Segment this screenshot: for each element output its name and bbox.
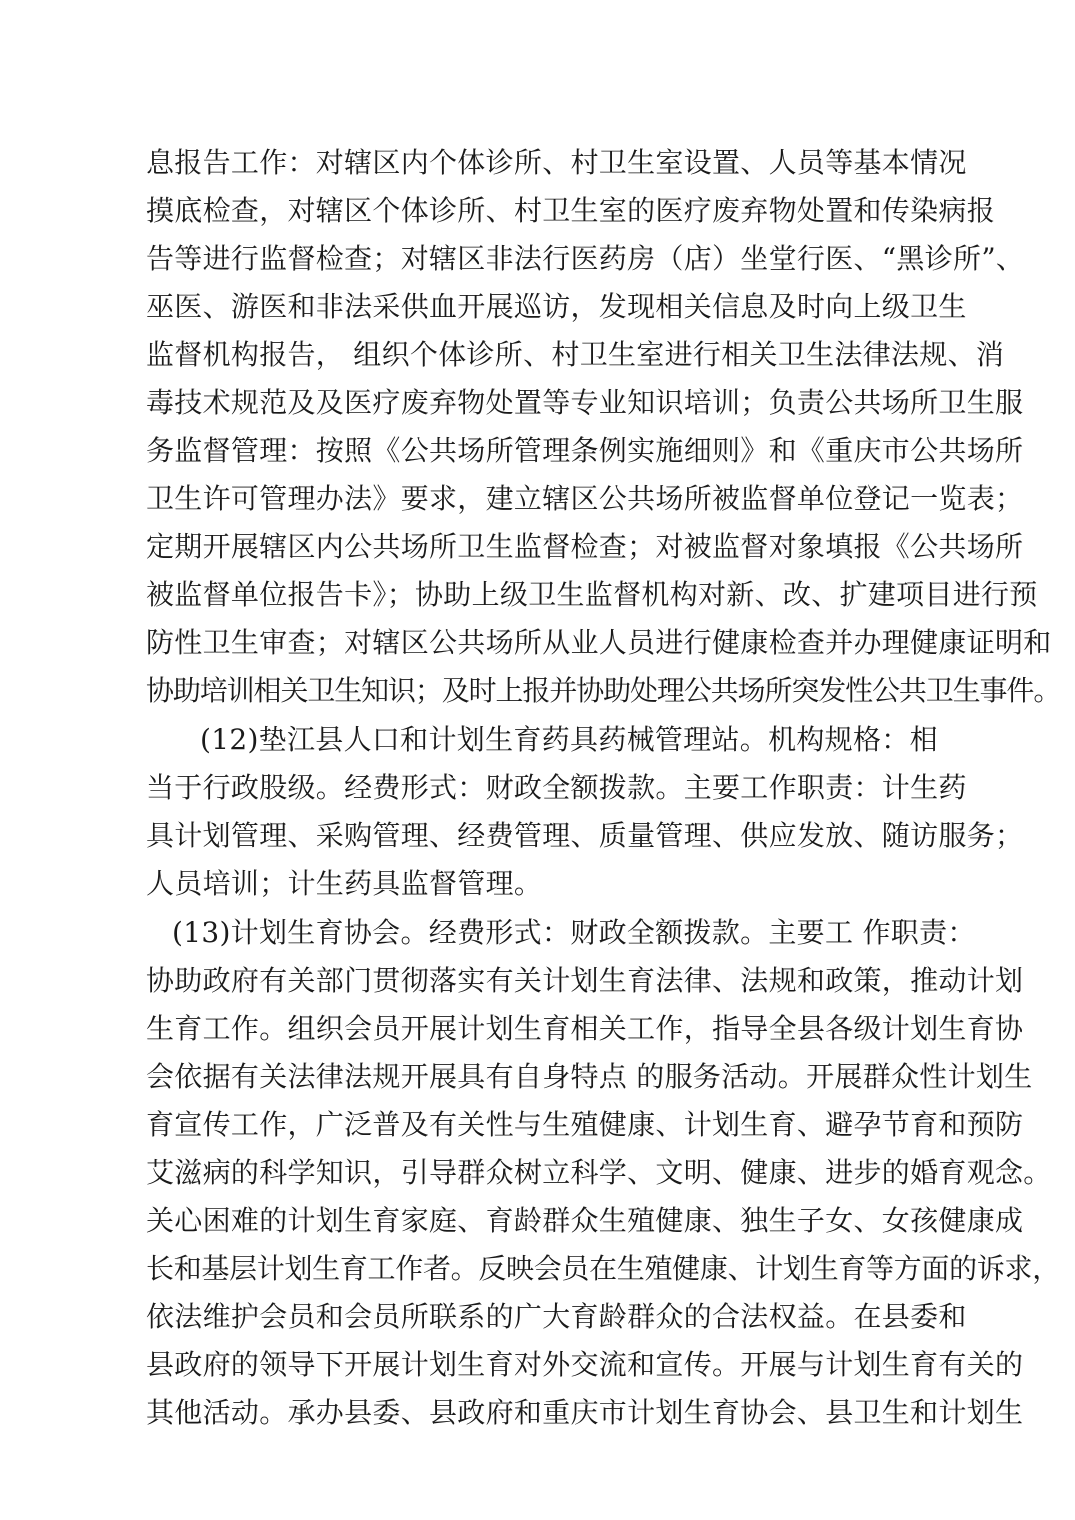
text-line-25: 依法维护会员和会员所联系的广大育龄群众的合法权益。在县委和 <box>146 1300 967 1333</box>
text-line-15: 具计划管理、采购管理、经费管理、质量管理、供应发放、随访服务； <box>146 819 1024 852</box>
text-line-19: 生育工作。组织会员开展计划生育相关工作，指导全县各级计划生育协 <box>146 1012 1024 1045</box>
text-line-26: 县政府的领导下开展计划生育对外交流和宣传。开展与计划生育有关的 <box>146 1348 1024 1381</box>
text-line-01: 息报告工作：对辖区内个体诊所、村卫生室设置、人员等基本情况 <box>146 146 967 179</box>
text-line-17: (13)计划生育协会。经费形式：财政全额拨款。主要工 作职责： <box>172 916 976 949</box>
text-line-07: 务监督管理：按照《公共场所管理条例实施细则》和《重庆市公共场所 <box>146 434 1024 467</box>
text-line-21: 育宣传工作，广泛普及有关性与生殖健康、计划生育、避孕节育和预防 <box>146 1108 1024 1141</box>
text-line-12: 协助培训相关卫生知识；及时上报并协助处理公共场所突发性公共卫生事件。 <box>146 674 1061 707</box>
text-line-10: 被监督单位报告卡》；协助上级卫生监督机构对新、改、扩建项目进行预 <box>146 578 1038 611</box>
text-line-22: 艾滋病的科学知识，引导群众树立科学、文明、健康、进步的婚育观念。 <box>146 1156 1052 1189</box>
text-line-06: 毒技术规范及及医疗废弃物处置等专业知识培训；负责公共场所卫生服 <box>146 386 1024 419</box>
text-line-03: 告等进行监督检查；对辖区非法行医药房（店）坐堂行医、“黑诊所”、 <box>146 242 1025 275</box>
text-line-13: (12)垫江县人口和计划生育药具药械管理站。机构规格：相 <box>200 723 938 756</box>
text-line-27: 其他活动。承办县委、县政府和重庆市计划生育协会、县卫生和计划生 <box>146 1396 1024 1429</box>
text-line-04: 巫医、游医和非法采供血开展巡访，发现相关信息及时向上级卫生 <box>146 290 967 323</box>
text-line-18: 协助政府有关部门贯彻落实有关计划生育法律、法规和政策，推动计划 <box>146 964 1024 997</box>
text-line-11: 防性卫生审查；对辖区公共场所从业人员进行健康检查并办理健康证明和 <box>146 626 1052 659</box>
text-line-05: 监督机构报告， 组织个体诊所、村卫生室进行相关卫生法律法规、消 <box>146 338 1005 371</box>
text-line-08: 卫生许可管理办法》要求，建立辖区公共场所被监督单位登记一览表； <box>146 482 1024 515</box>
text-line-02: 摸底检查，对辖区个体诊所、村卫生室的医疗废弃物处置和传染病报 <box>146 194 996 227</box>
text-line-23: 关心困难的计划生育家庭、育龄群众生殖健康、独生子女、女孩健康成 <box>146 1204 1024 1237</box>
text-line-09: 定期开展辖区内公共场所卫生监督检查；对被监督对象填报《公共场所 <box>146 530 1024 563</box>
text-line-16: 人员培训；计生药具监督管理。 <box>146 867 543 900</box>
text-line-24: 长和基层计划生育工作者。反映会员在生殖健康、计划生育等方面的诉求， <box>146 1252 1060 1285</box>
text-line-20: 会依据有关法律法规开展具有自身特点 的服务活动。开展群众性计划生 <box>146 1060 1033 1093</box>
text-line-14: 当于行政股级。经费形式：财政全额拨款。主要工作职责：计生药 <box>146 771 967 804</box>
